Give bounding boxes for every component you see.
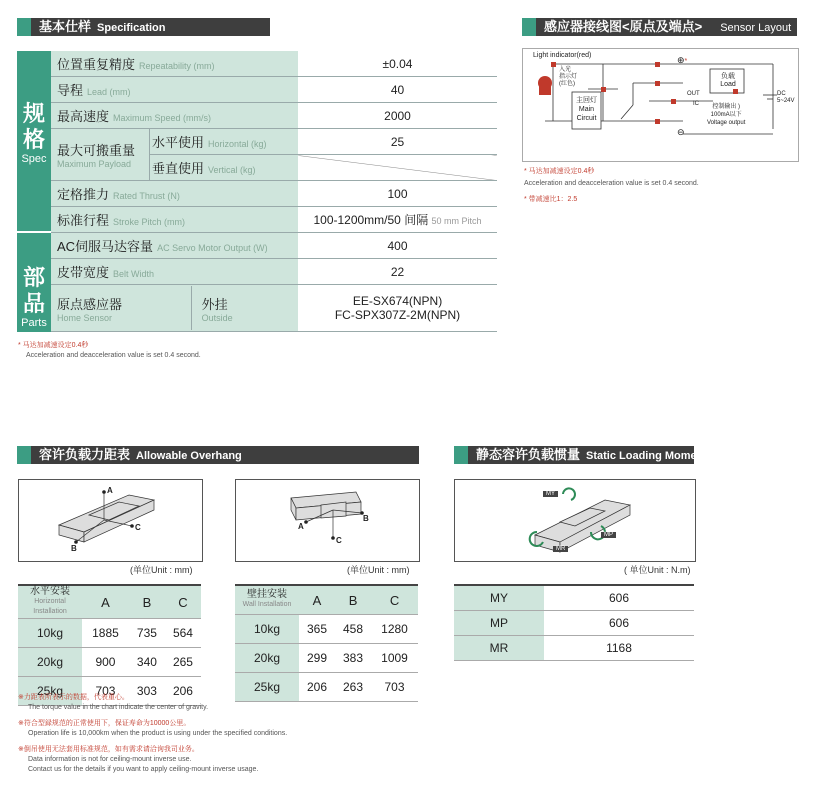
label-c: C: [135, 523, 141, 532]
spec-row-stroke: 标准行程 Stroke Pitch (mm) 100-1200mm/50 间隔 50 mm Pitch: [51, 207, 497, 233]
label-b: B: [363, 514, 369, 523]
table-row: MR 1168: [454, 636, 694, 661]
moment-diagram: [454, 479, 696, 562]
label-c: C: [336, 536, 342, 545]
spec-row-repeatability: 位置重复精度 Repeatability (mm) ±0.04: [51, 51, 497, 77]
spec-row-belt: 皮带宽度 Belt Width 22: [51, 259, 497, 285]
wall-diagram: [235, 479, 420, 562]
side-label-parts: 部 品 Parts: [17, 233, 51, 332]
bottom-notes: ※力距表所表示的数据，代表重心。 The torque value in the chart indicate the center of gravity. ※符合型録规范的正常使用下，保证寿命为10000公里。 Operation life is 10,000km when the product is using under the specified conditions. ※倒吊使用无法套用标准规范，如有需求请洽询我司业务。 Data information is not for ceiling-mount inverse use. Contact us for the details if you want to apply ceiling-mount inverse usage.: [18, 694, 288, 773]
spec-table: [51, 51, 497, 332]
out-label: OUT: [687, 91, 700, 97]
sensor-diagram: [522, 48, 799, 162]
main-circuit-label: 主回灯 Main Circuit: [576, 97, 597, 122]
spec-row-home-sensor: 原点感应器 Home Sensor 外挂 Outside EE-SX674(NPN) FC-SPX307Z-2M(NPN): [51, 285, 497, 332]
light-indicator-label: Light indicator(red): [533, 52, 592, 59]
label-a: A: [107, 486, 113, 495]
table-row: 20kg 900 340 265: [18, 648, 201, 677]
moment-table: [454, 584, 694, 661]
table-row: 20kg 299 383 1009: [235, 644, 418, 673]
spec-row-motor: AC伺服马达容量 AC Servo Motor Output (W) 400: [51, 233, 497, 259]
wall-table: 壁挂安装 Wall Installation A B C 10kg 365 458 1280 20kg 299 383 1009 25kg 206 263 703: [235, 584, 418, 702]
horizontal-table: 水平安装 Horizontal Installation A B C 10kg 1885 735 564 20kg 900 340 265 25kg 703 303 206: [18, 584, 201, 706]
label-b: B: [71, 544, 77, 553]
load-label: 负载 Load: [720, 73, 736, 88]
table-row: 10kg 365 458 1280: [235, 615, 418, 644]
spec-row-rated-thrust: 定格推力 Rated Thrust (N) 100: [51, 181, 497, 207]
spec-row-lead: 导程 Lead (mm) 40: [51, 77, 497, 103]
sensor-notes: * 马达加减速设定0.4秒 Acceleration and deacceleration value is set 0.4 second. * 带减速比1：2.5: [524, 168, 699, 203]
plus-terminal-icon: ⊕*: [677, 55, 688, 65]
table-row: 25kg 206 263 703: [235, 673, 418, 702]
sensor-header: 感应器接线图<原点及端点> Sensor Layout: [522, 18, 797, 36]
table-row: MY 606: [454, 586, 694, 611]
label-mr: MR: [553, 546, 568, 552]
table-row: 25kg 703 303 206: [18, 677, 201, 706]
spec-row-payload-horizontal: 最大可搬重量 Maximum Payload 水平使用 Horizontal (kg) 25: [51, 129, 497, 155]
label-my: MY: [543, 491, 558, 497]
minus-terminal-icon: ⊖: [677, 127, 685, 137]
light-cn-label: 入光 指示灯 (红色): [559, 67, 578, 87]
label-mp: MP: [601, 532, 616, 538]
unit-label-horizontal: (单位Unit : mm): [130, 565, 193, 575]
sensor-circuit-svg: [523, 49, 798, 161]
table-row: 10kg 1885 735 564: [18, 619, 201, 648]
static-header: 静态容许负载惯量 Static Loading Moment: [454, 446, 694, 464]
table-row: MP 606: [454, 611, 694, 636]
dc-label: DC 5~24V: [777, 91, 795, 104]
spec-header: 基本仕样 Specification: [17, 18, 270, 36]
unit-label-wall: (单位Unit : mm): [347, 565, 410, 575]
moment-svg: [455, 480, 695, 561]
label-a: A: [298, 522, 304, 531]
spec-note: * 马达加减速设定0.4秒 Acceleration and deacceleration value is set 0.4 second.: [18, 342, 201, 359]
ic-label: IC: [693, 101, 699, 107]
spec-row-payload-vertical: 垂直使用 Vertical (kg): [51, 155, 497, 181]
horizontal-diagram: [18, 479, 203, 562]
unit-label-moment: ( 单位Unit : N.m): [624, 565, 691, 575]
control-output-label: 控制输出 ) 100mA以下 Voltage output: [707, 104, 746, 126]
side-label-spec: 规 格 Spec: [17, 51, 51, 231]
overhang-header: 容许负载力距表 Allowable Overhang: [17, 446, 419, 464]
vertical-na-cell: [298, 155, 497, 181]
wall-install-svg: [236, 480, 419, 561]
spec-row-max-speed: 最高速度 Maximum Speed (mm/s) 2000: [51, 103, 497, 129]
